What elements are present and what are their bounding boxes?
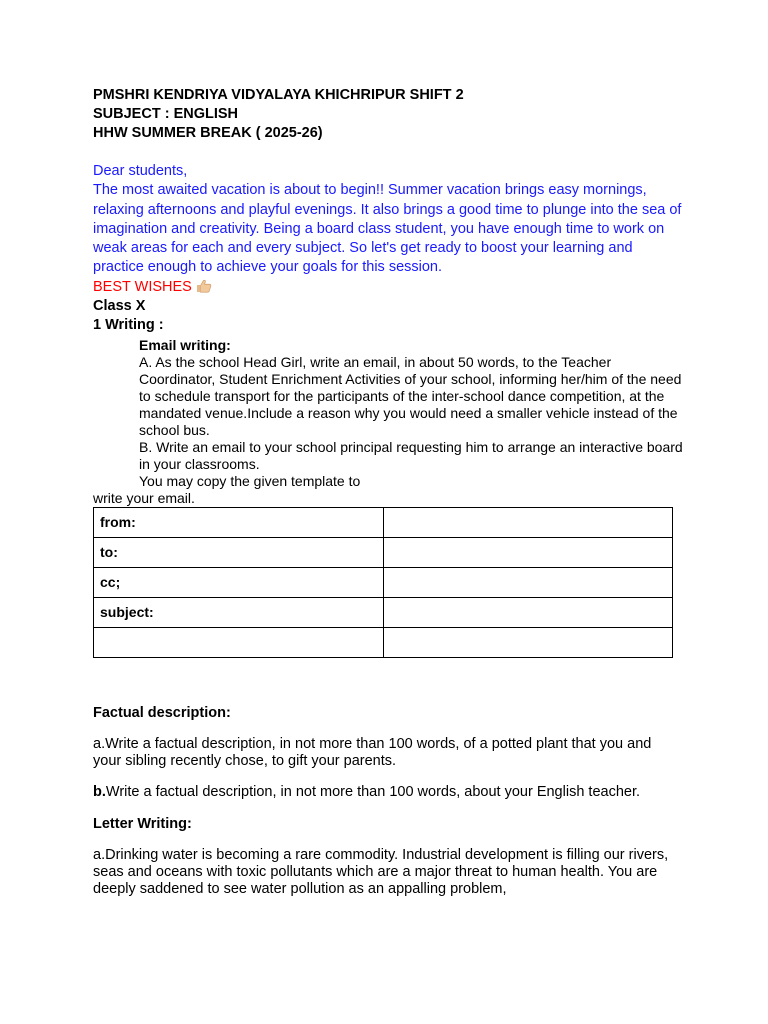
thumbs-up-icon <box>196 279 212 293</box>
template-note-continued: write your email. <box>93 489 195 506</box>
factual-task-b <box>93 784 683 801</box>
email-task-a: A. As the school Head Girl, write an email, in about 50 words, to the Teacher Coordinator, Student Enrichment Activities of your school, informing her/him of the need to schedule transport for the participants of the inter-school dance competition, at the mandated venue.Include a reason why you would need a smaller vehicle instead of the school bus. <box>139 353 682 438</box>
factual-task-b-label: b. <box>93 783 106 800</box>
template-row <box>94 567 673 597</box>
template-field-value <box>384 597 673 627</box>
factual-title: Factual description: <box>93 704 231 721</box>
writing-heading: 1 Writing : <box>93 316 164 333</box>
letter-task-a: a.Drinking water is becoming a rare commodity. Industrial development is filling our rivers, seas and oceans with toxic pollutants which are a major threat to human health. You are deeply saddened to see water pollution as an appalling problem, <box>93 846 669 897</box>
email-template-table <box>93 507 673 658</box>
greeting: Dear students, <box>93 163 188 179</box>
template-field-value <box>384 537 673 567</box>
template-note: You may copy the given template to <box>139 472 361 489</box>
template-field-label <box>94 627 384 657</box>
letter-title: Letter Writing: <box>93 815 192 832</box>
factual-task-b-text: Write a factual description, in not more than 100 words, about your English teacher. <box>105 783 641 800</box>
template-field-label: from: <box>94 507 384 537</box>
subject-line: SUBJECT : ENGLISH <box>93 106 239 122</box>
class-label: Class X <box>93 297 146 314</box>
email-title: Email writing: <box>139 336 231 353</box>
email-section <box>93 337 683 490</box>
template-field-value <box>384 627 673 657</box>
template-field-label: cc; <box>94 567 384 597</box>
email-task-b: B. Write an email to your school principal requesting him to arrange an interactive board in your classrooms. <box>139 438 683 472</box>
best-wishes <box>93 278 683 297</box>
template-row <box>94 507 673 537</box>
template-field-value <box>384 507 673 537</box>
template-row <box>94 537 673 567</box>
document-page <box>93 86 683 898</box>
template-field-value <box>384 567 673 597</box>
hhw-line: HHW SUMMER BREAK ( 2025-26) <box>93 125 323 141</box>
factual-task-a: a.Write a factual description, in not more than 100 words, of a potted plant that you and your sibling recently chose, to gift your parents. <box>93 735 652 769</box>
school-name: PMSHRI KENDRIYA VIDYALAYA KHICHRIPUR SHIFT 2 <box>93 87 464 103</box>
intro-message: The most awaited vacation is about to begin!! Summer vacation brings easy mornings, relaxing afternoons and playful evenings. It also brings a good time to plunge into the sea of imagination and creativity. Being a board class student, you have enough time to work on weak areas for each and every subject. So let's get ready to boost your learning and practice enough to achieve your goals for this session. <box>93 182 682 276</box>
template-field-label: to: <box>94 537 384 567</box>
best-wishes-text: BEST WISHES <box>93 278 192 295</box>
template-field-label: subject: <box>94 597 384 627</box>
template-row <box>94 627 673 657</box>
template-row <box>94 597 673 627</box>
